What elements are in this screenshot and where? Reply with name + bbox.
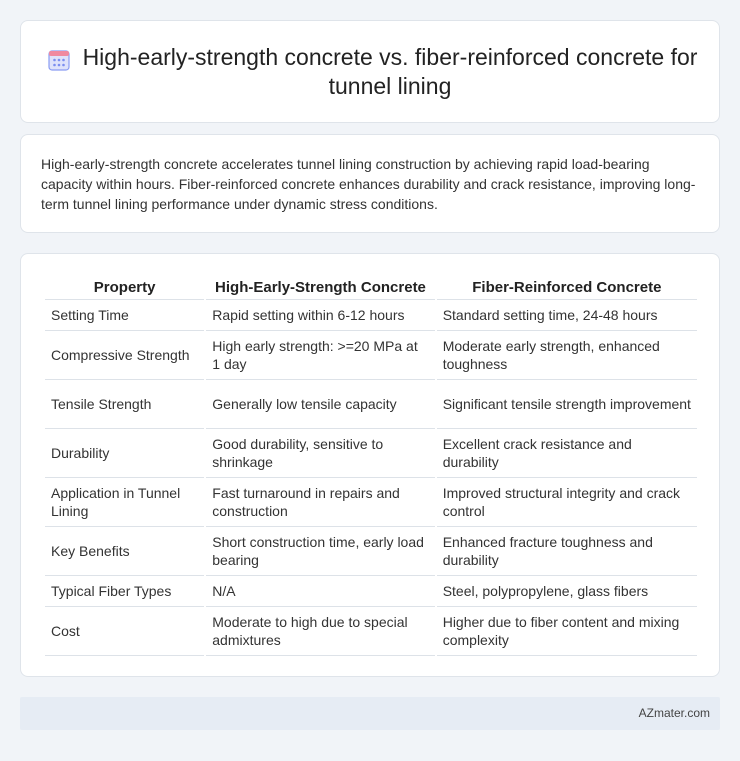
table-row	[45, 527, 697, 576]
table-row	[45, 478, 697, 527]
table-cell-property: Tensile Strength	[45, 380, 204, 429]
table-cell-property: Setting Time	[45, 300, 204, 331]
table-cell-property: Cost	[45, 607, 204, 656]
comparison-table-card	[20, 253, 720, 677]
table-cell-high-early: Good durability, sensitive to shrinkage	[206, 429, 434, 478]
table-cell-high-early: Generally low tensile capacity	[206, 380, 434, 429]
table-cell-fiber: Moderate early strength, enhanced toughness	[437, 331, 697, 380]
table-cell-high-early: Moderate to high due to special admixtures	[206, 607, 434, 656]
table-row	[45, 331, 697, 380]
column-header-fiber-reinforced: Fiber-Reinforced Concrete	[437, 275, 697, 300]
table-cell-property: Durability	[45, 429, 204, 478]
summary-text: High-early-strength concrete accelerates tunnel lining construction by achieving rapid load-bearing capacity within hours. Fiber-reinforced concrete enhances durability and crack resistance, improving long-term tunnel lining performance under dynamic stress conditions.	[41, 156, 696, 212]
table-cell-property: Application in Tunnel Lining	[45, 478, 204, 527]
table-row	[45, 576, 697, 607]
table-cell-fiber: Standard setting time, 24-48 hours	[437, 300, 697, 331]
column-header-property: Property	[45, 275, 204, 300]
table-cell-high-early: High early strength: >=20 MPa at 1 day	[206, 331, 434, 380]
title-card	[20, 20, 720, 123]
table-row	[45, 429, 697, 478]
column-header-high-early-strength: High-Early-Strength Concrete	[206, 275, 434, 300]
table-cell-fiber: Significant tensile strength improvement	[437, 380, 697, 429]
footer-site-link[interactable]: AZmater.com	[638, 706, 710, 720]
table-row	[45, 300, 697, 331]
table-cell-high-early: Fast turnaround in repairs and construction	[206, 478, 434, 527]
summary-card	[20, 134, 720, 233]
table-cell-high-early: Rapid setting within 6-12 hours	[206, 300, 434, 331]
table-row	[45, 380, 697, 429]
comparison-table	[43, 275, 699, 656]
footer-bar	[20, 697, 720, 730]
table-cell-fiber: Higher due to fiber content and mixing complexity	[437, 607, 697, 656]
table-cell-property: Key Benefits	[45, 527, 204, 576]
page-title: High-early-strength concrete vs. fiber-reinforced concrete for tunnel lining	[82, 43, 698, 99]
table-cell-high-early: N/A	[206, 576, 434, 607]
table-cell-fiber: Steel, polypropylene, glass fibers	[437, 576, 697, 607]
table-cell-fiber: Enhanced fracture toughness and durability	[437, 527, 697, 576]
table-cell-property: Typical Fiber Types	[45, 576, 204, 607]
table-row	[45, 607, 697, 656]
table-header-row	[45, 275, 697, 300]
table-cell-high-early: Short construction time, early load bearing	[206, 527, 434, 576]
table-cell-fiber: Excellent crack resistance and durability	[437, 429, 697, 478]
table-cell-property: Compressive Strength	[45, 331, 204, 380]
table-cell-fiber: Improved structural integrity and crack control	[437, 478, 697, 527]
